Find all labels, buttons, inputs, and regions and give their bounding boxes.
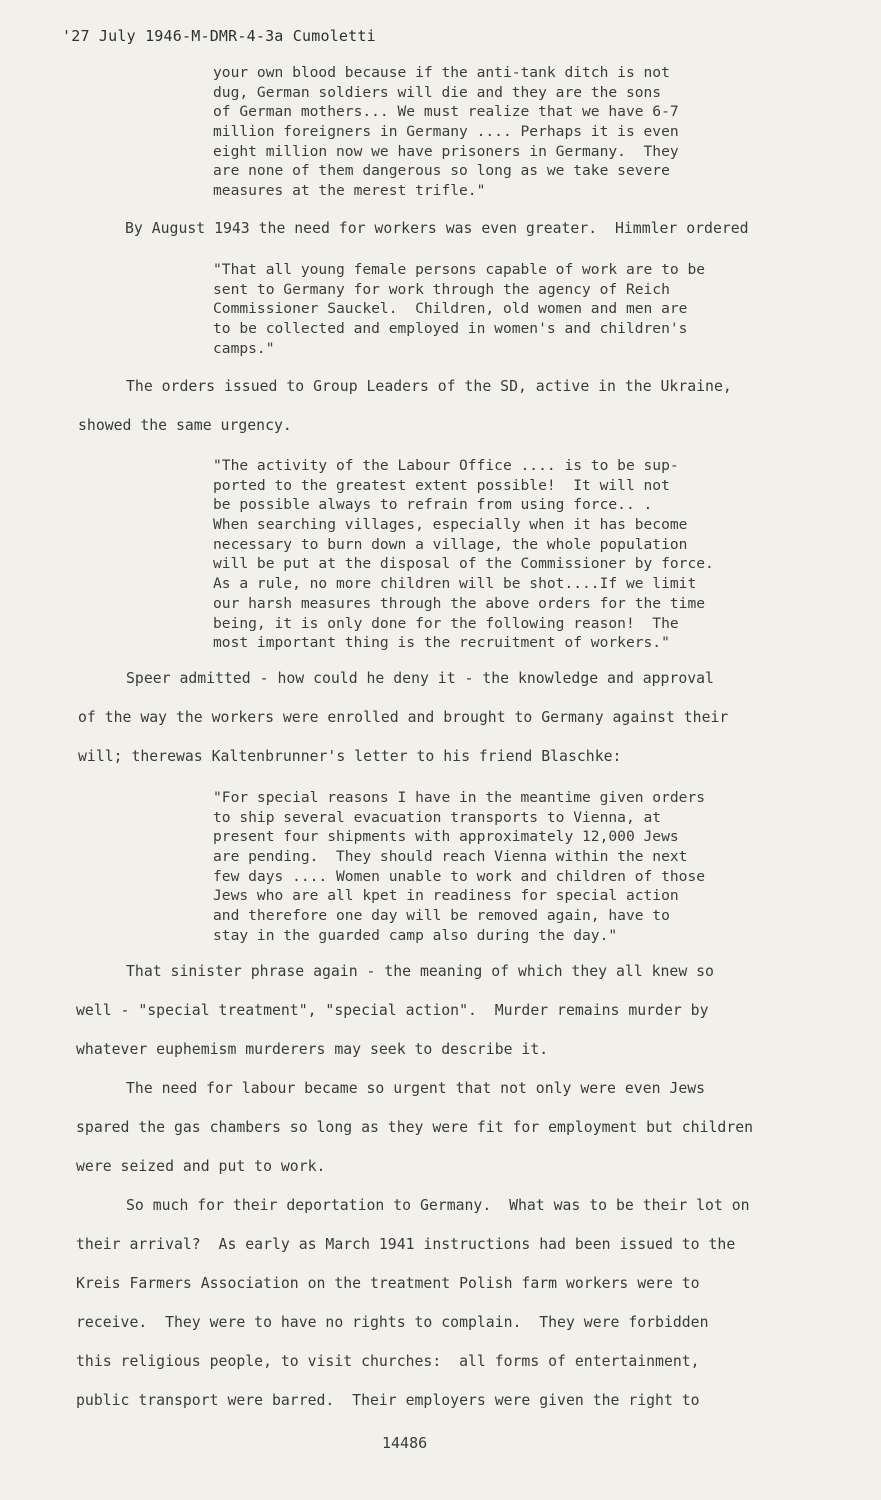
paragraph-line: were seized and put to work.	[76, 1158, 326, 1175]
paragraph-line: By August 1943 the need for workers was even greater. Himmler ordered	[125, 220, 749, 237]
paragraph-line: whatever euphemism murderers may seek to describe it.	[76, 1041, 549, 1058]
page-number: 14486	[382, 1434, 428, 1452]
quote-line: being, it is only done for the following reason! The	[213, 614, 679, 632]
quote-line: to ship several evacuation transports to Vienna, at	[213, 808, 662, 826]
quote-line: sent to Germany for work through the agency of Reich	[213, 280, 670, 298]
quote-line: measures at the merest trifle."	[213, 182, 486, 200]
quote-line: are none of them dangerous so long as we take severe	[213, 162, 670, 180]
quote-line: will be put at the disposal of the Commissioner by force.	[213, 555, 714, 573]
paragraph-line: receive. They were to have no rights to complain. They were forbidden	[76, 1314, 709, 1331]
paragraph-line: Kreis Farmers Association on the treatment Polish farm workers were to	[76, 1275, 700, 1292]
paragraph-line: this religious people, to visit churches: all forms of entertainment,	[76, 1353, 700, 1370]
paragraph-line: showed the same urgency.	[78, 417, 292, 434]
quote-line: million foreigners in Germany .... Perhaps it is even	[213, 123, 679, 141]
quote-line: dug, German soldiers will die and they are the sons	[213, 83, 662, 101]
quote-block-2	[213, 260, 705, 358]
quote-line: ported to the greatest extent possible! It will not	[213, 476, 670, 494]
quote-line: most important thing is the recruitment of workers."	[213, 634, 670, 652]
quote-line: your own blood because if the anti-tank ditch is not	[213, 64, 670, 81]
quote-line: eight million now we have prisoners in Germany. They	[213, 142, 679, 160]
quote-line: "The activity of the Labour Office .... is to be sup-	[213, 457, 679, 474]
quote-line: be possible always to refrain from using force.. .	[213, 496, 653, 514]
quote-line: stay in the guarded camp also during the day."	[213, 926, 618, 944]
paragraph-line: Speer admitted - how could he deny it - the knowledge and approval	[126, 670, 714, 687]
quote-block-4	[213, 788, 705, 946]
quote-line: present four shipments with approximately 12,000 Jews	[213, 828, 679, 846]
quote-line: few days .... Women unable to work and children of those	[213, 867, 706, 885]
quote-line: and therefore one day will be removed again, have to	[213, 907, 670, 925]
page-header: '27 July 1946-M-DMR-4-3a Cumoletti	[62, 27, 376, 45]
quote-line: to be collected and employed in women's and children's	[213, 320, 688, 338]
quote-line: camps."	[213, 339, 275, 357]
paragraph-line: well - "special treatment", "special action". Murder remains murder by	[76, 1002, 709, 1019]
paragraph-line: The need for labour became so urgent that not only were even Jews	[126, 1080, 706, 1097]
paragraph-line: public transport were barred. Their employers were given the right to	[76, 1392, 700, 1409]
quote-line: of German mothers... We must realize that we have 6-7	[213, 103, 679, 121]
quote-line: Jews who are all kpet in readiness for special action	[213, 887, 679, 905]
paragraph-line: their arrival? As early as March 1941 instructions had been issued to the	[76, 1236, 736, 1253]
paragraph-line: So much for their deportation to Germany. What was to be their lot on	[126, 1197, 750, 1214]
quote-block-3	[213, 456, 714, 653]
quote-block-1	[213, 63, 679, 201]
quote-line: "That all young female persons capable of work are to be	[213, 261, 706, 278]
quote-line: When searching villages, especially when it has become	[213, 516, 688, 534]
paragraph-line: will; therewas Kaltenbrunner's letter to his friend Blaschke:	[78, 748, 622, 765]
quote-line: our harsh measures through the above orders for the time	[213, 594, 706, 612]
quote-line: "For special reasons I have in the meantime given orders	[213, 789, 706, 806]
quote-line: As a rule, no more children will be shot....If we limit	[213, 575, 697, 593]
quote-line: Commissioner Sauckel. Children, old women and men are	[213, 300, 688, 318]
paragraph-line: The orders issued to Group Leaders of the SD, active in the Ukraine,	[126, 378, 732, 395]
paragraph-line: spared the gas chambers so long as they were fit for employment but children	[76, 1119, 754, 1136]
quote-line: are pending. They should reach Vienna within the next	[213, 848, 688, 866]
quote-line: necessary to burn down a village, the whole population	[213, 535, 688, 553]
paragraph-line: of the way the workers were enrolled and brought to Germany against their	[78, 709, 729, 726]
paragraph-line: That sinister phrase again - the meaning of which they all knew so	[126, 963, 714, 980]
